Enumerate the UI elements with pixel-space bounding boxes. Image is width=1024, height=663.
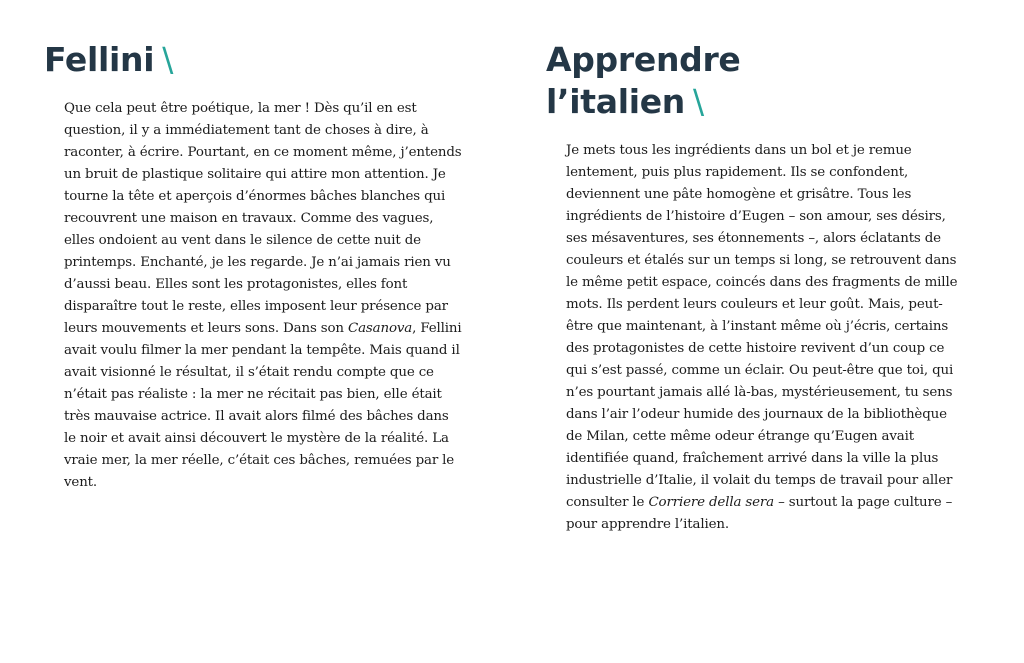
paragraph-fellini-part1: Que cela peut être poétique, la mer ! Dès qu’il en est question, il y a immédiatement tant de choses à dire, à raconter, à écrire. Pourtant, en ce moment même, j’entends un bruit de plastique solitaire qui attire mon attention. Je tourne la tête et aperçois d’énormes bâches blanches qui recouvrent une maison en travaux. Comme des vagues, elles ondoient au vent dans le silence de cette nuit de printemps. Enchanté, je les regarde. Je n’ai jamais rien vu d’aussi beau. Elles sont les protagonistes, elles font disparaître tout le reste, elles imposent leur présence par leurs mouvements et leurs sons. Dans son [64,101,462,336]
heading-slash-decoration: \ [162,40,174,79]
heading-fellini-text: Fellini [44,40,155,79]
paragraph-fellini-part2: , Fellini avait voulu filmer la mer pendant la tempête. Mais quand il avait visionné le résultat, il s’était rendu compte que ce n’était pas réaliste : la mer ne récitait pas bien, elle était très mauvaise actrice. Il avait alors filmé des bâches dans le noir et avait ainsi découvert le mystère de la réalité. La vraie mer, la mer réelle, c’était ces bâches, remuées par le vent. [64,321,462,490]
heading-line2: l’italien [546,82,686,121]
paragraph-fellini [64,98,464,494]
italic-casanova: Casanova [348,321,413,336]
heading-line1: Apprendre [546,40,741,79]
article-fellini [44,0,484,494]
paragraph-italien-part1: Je mets tous les ingrédients dans un bol et je remue lentement, puis plus rapidement. Ils se confondent, deviennent une pâte homogène et grisâtre. Tous les ingrédients de l’histoire d’Eugen – son amour, ses désirs, ses mésaventures, ses étonnements –, alors éclatants de couleurs et étalés sur un temps si long, se retrouvent dans le même petit espace, coincés dans des fragments de mille mots. Ils perdent leurs couleurs et leur goût. Mais, peut-être que maintenant, à l’instant même où j’écris, certains des protagonistes de cette histoire revivent d’un coup ce qui s’est passé, comme un éclair. Ou peut-être que toi, qui n’es pourtant jamais allé là-bas, mystérieusement, tu sens dans l’air l’odeur humide des journaux de la bibliothèque de Milan, cette même odeur étrange qu’Eugen avait identifiée quand, fraîchement arrivé dans la ville la plus industrielle d’Italie, il volait du temps de travail pour aller consulter le [566,143,958,510]
italic-corriere: Corriere della sera [648,495,774,510]
paragraph-italien-part2: – surtout la page culture – pour apprendre l’italien. [566,495,953,532]
heading-slash-decoration: \ [693,82,704,121]
heading-fellini [44,39,484,81]
paragraph-apprendre-italien [566,140,966,536]
article-apprendre-italien [546,0,986,536]
heading-apprendre-italien [546,39,986,123]
